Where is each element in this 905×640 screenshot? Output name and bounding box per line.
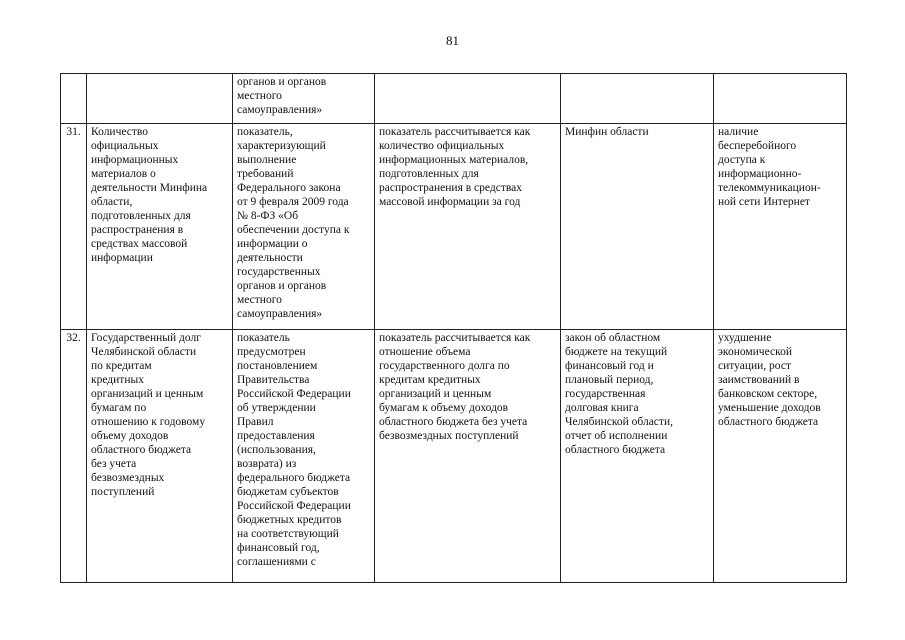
legal-basis-cell: органов и органов местного самоуправления»	[233, 74, 375, 124]
page-number: 81	[446, 33, 459, 48]
legal-basis-cell: показатель предусмотрен постановлением Правительства Российской Федерации об утверждении Правил предоставления (использования, возврата) из федерального бюджета бюджетам субъектов Российской Федерации бюджетных кредитов на соответствующий финансовый год, соглашениями с	[233, 330, 375, 583]
indicator-name-cell: Количество официальных информационных материалов о деятельности Минфина области, подготовленных для распространения в средствах массовой информации	[87, 124, 233, 330]
indicator-table	[60, 73, 847, 583]
row-number-cell: 32.	[61, 330, 87, 583]
calculation-method-cell: показатель рассчитывается как отношение объема государственного долга по кредитам кредитных организаций и ценным бумагам к объему доходов областного бюджета без учета безвозмездных поступлений	[375, 330, 561, 583]
table-row	[61, 330, 847, 583]
row-number-cell: 31.	[61, 124, 87, 330]
data-source-cell: Минфин области	[561, 124, 714, 330]
table-row	[61, 74, 847, 124]
indicator-name-cell: Государственный долг Челябинской области по кредитам кредитных организаций и ценным бумагам по отношению к годовому объему доходов областного бюджета без учета безвозмездных поступлений	[87, 330, 233, 583]
table-row	[61, 124, 847, 330]
row-number-cell	[61, 74, 87, 124]
data-source-cell	[561, 74, 714, 124]
calculation-method-cell: показатель рассчитывается как количество официальных информационных материалов, подготовленных для распространения в средствах массовой информации за год	[375, 124, 561, 330]
risk-factors-cell	[714, 74, 847, 124]
indicator-name-cell	[87, 74, 233, 124]
calculation-method-cell	[375, 74, 561, 124]
legal-basis-cell: показатель, характеризующий выполнение требований Федерального закона от 9 февраля 2009 года № 8-ФЗ «Об обеспечении доступа к информации о деятельности государственных органов и органов местного самоуправления»	[233, 124, 375, 330]
risk-factors-cell: наличие бесперебойного доступа к информационно- телекоммуникацион- ной сети Интернет	[714, 124, 847, 330]
data-source-cell: закон об областном бюджете на текущий финансовый год и плановый период, государственная долговая книга Челябинской области, отчет об исполнении областного бюджета	[561, 330, 714, 583]
risk-factors-cell: ухудшение экономической ситуации, рост заимствований в банковском секторе, уменьшение доходов областного бюджета	[714, 330, 847, 583]
